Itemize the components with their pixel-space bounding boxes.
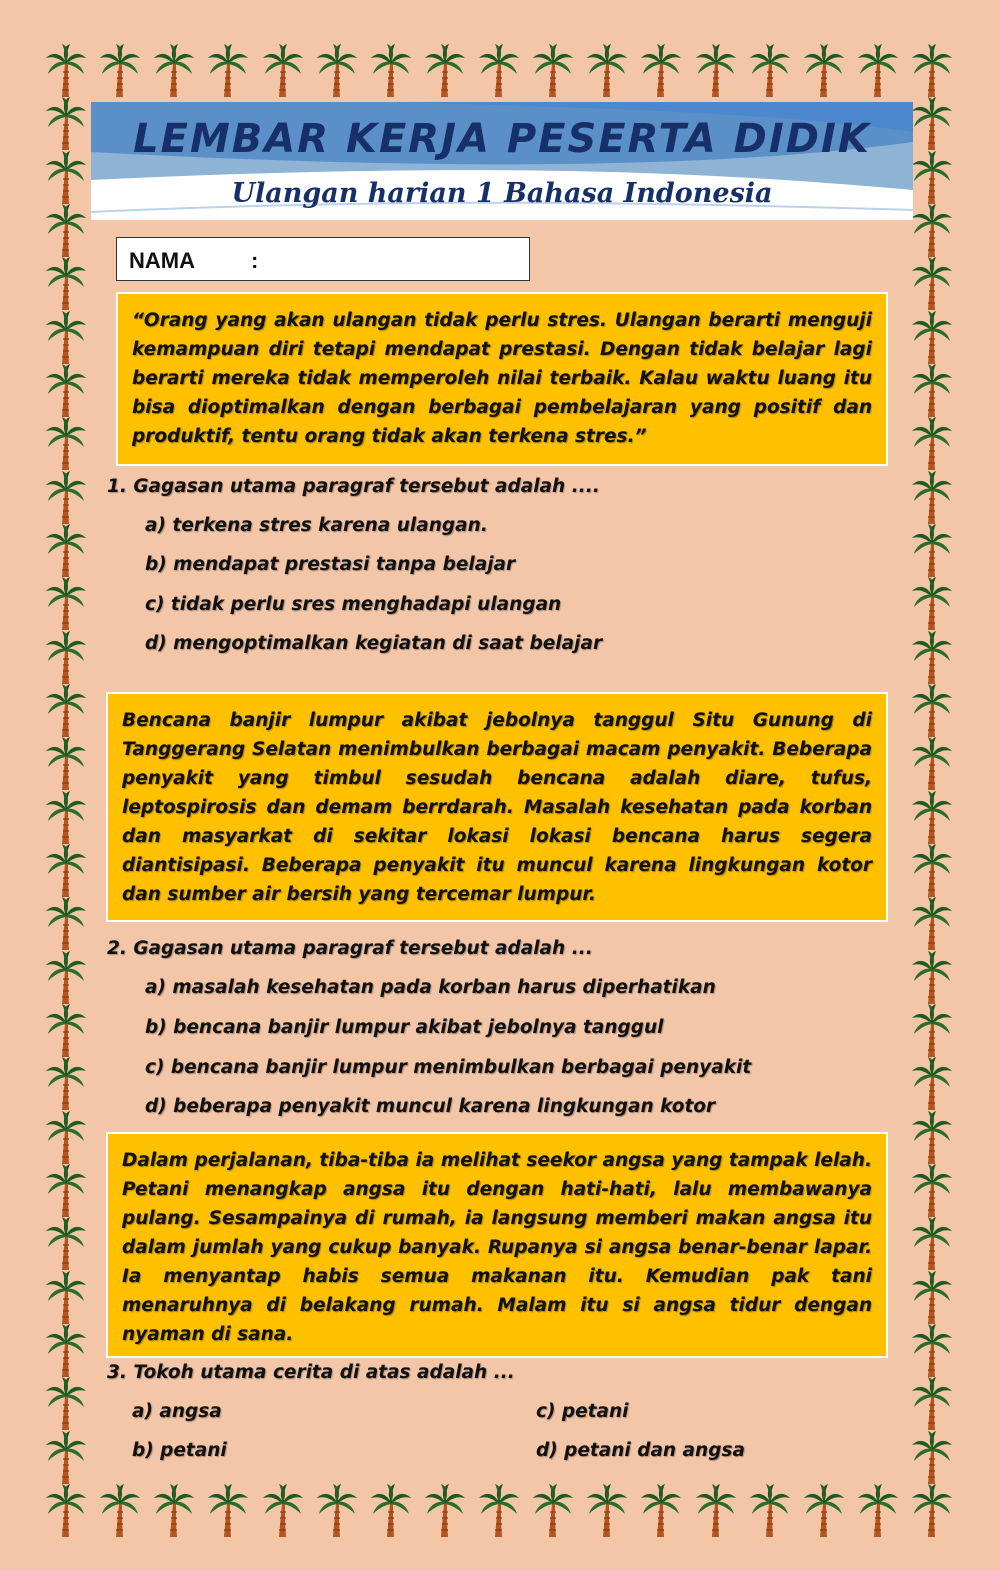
palm-tree-icon bbox=[44, 1375, 88, 1431]
palm-tree-icon bbox=[44, 202, 88, 258]
palm-tree-icon bbox=[910, 469, 954, 525]
palm-tree-icon bbox=[910, 1269, 954, 1325]
palm-tree-icon bbox=[910, 309, 954, 365]
palm-tree-icon bbox=[910, 95, 954, 151]
name-colon: : bbox=[251, 248, 259, 273]
palm-tree-icon bbox=[44, 149, 88, 205]
palm-tree-icon bbox=[369, 42, 413, 98]
palm-tree-icon bbox=[44, 1482, 88, 1538]
palm-tree-icon bbox=[315, 1482, 359, 1538]
palm-tree-icon bbox=[477, 42, 521, 98]
palm-tree-icon bbox=[910, 42, 954, 98]
palm-tree-icon bbox=[206, 42, 250, 98]
palm-tree-icon bbox=[44, 1002, 88, 1058]
palm-tree-icon bbox=[639, 42, 683, 98]
palm-tree-icon bbox=[748, 1482, 792, 1538]
palm-tree-icon bbox=[910, 682, 954, 738]
question-1-option-b[interactable]: b) mendapat prestasi tanpa belajar bbox=[145, 554, 516, 575]
palm-tree-icon bbox=[910, 202, 954, 258]
palm-tree-icon bbox=[694, 42, 738, 98]
palm-tree-icon bbox=[910, 415, 954, 471]
palm-tree-icon bbox=[44, 682, 88, 738]
palm-tree-icon bbox=[44, 575, 88, 631]
palm-tree-icon bbox=[910, 789, 954, 845]
header-banner bbox=[91, 102, 913, 220]
palm-tree-icon bbox=[44, 362, 88, 418]
palm-tree-icon bbox=[910, 149, 954, 205]
palm-tree-icon bbox=[98, 42, 142, 98]
palm-tree-icon bbox=[802, 42, 846, 98]
palm-tree-icon bbox=[910, 1215, 954, 1271]
palm-tree-icon bbox=[910, 735, 954, 791]
palm-tree-icon bbox=[206, 1482, 250, 1538]
palm-tree-icon bbox=[477, 1482, 521, 1538]
palm-tree-icon bbox=[639, 1482, 683, 1538]
question-3: 3. Tokoh utama cerita di atas adalah ... bbox=[107, 1362, 515, 1383]
question-2-option-c[interactable]: c) bencana banjir lumpur menimbulkan berbagai penyakit bbox=[145, 1057, 752, 1078]
palm-tree-icon bbox=[315, 42, 359, 98]
palm-tree-icon bbox=[910, 575, 954, 631]
palm-tree-icon bbox=[44, 469, 88, 525]
question-1-option-a[interactable]: a) terkena stres karena ulangan. bbox=[145, 515, 488, 536]
question-3-option-d[interactable]: d) petani dan angsa bbox=[536, 1440, 745, 1461]
palm-tree-icon bbox=[152, 42, 196, 98]
palm-tree-icon bbox=[910, 1109, 954, 1165]
palm-tree-icon bbox=[910, 1429, 954, 1485]
question-3-option-a[interactable]: a) angsa bbox=[132, 1401, 222, 1422]
palm-tree-icon bbox=[44, 1109, 88, 1165]
question-2-option-b[interactable]: b) bencana banjir lumpur akibat jebolnya tanggul bbox=[145, 1017, 664, 1038]
palm-tree-icon bbox=[44, 309, 88, 365]
passage-2: Bencana banjir lumpur akibat jebolnya tanggul Situ Gunung di Tanggerang Selatan menimbulkan berbagai macam penyakit. Beberapa penyakit yang timbul sesudah bencana adalah diare, tufus, leptospirosis dan demam berrdarah. Masalah kesehatan pada korban dan masyarkat di sekitar lokasi lokasi bencana harus segera diantisipasi. Beberapa penyakit itu muncul karena lingkungan kotor dan sumber air bersih yang tercemar lumpur. bbox=[106, 692, 888, 922]
question-3-option-c[interactable]: c) petani bbox=[536, 1401, 629, 1422]
palm-tree-icon bbox=[910, 842, 954, 898]
palm-tree-icon bbox=[44, 629, 88, 685]
question-1-option-c[interactable]: c) tidak perlu sres menghadapi ulangan bbox=[145, 594, 562, 615]
passage-3: Dalam perjalanan, tiba-tiba ia melihat seekor angsa yang tampak lelah. Petani menangkap angsa itu dengan hati-hati, lalu membawanya pulang. Sesampainya di rumah, ia langsung memberi makan angsa itu dalam jumlah yang cukup banyak. Rupanya si angsa benar-benar lapar. Ia menyantap habis semua makanan itu. Kemudian pak tani menaruhnya di belakang rumah. Malam itu si angsa tidur dengan nyaman di sana. bbox=[106, 1132, 888, 1358]
palm-tree-icon bbox=[44, 1429, 88, 1485]
passage-1: “Orang yang akan ulangan tidak perlu stres. Ulangan berarti menguji kemampuan diri tetapi mendapat prestasi. Dengan tidak belajar lagi berarti mereka tidak memperoleh nilai terbaik. Kalau waktu luang itu bisa dioptimalkan dengan berbagai pembelajaran yang positif dan produktif, tentu orang tidak akan terkena stres.” bbox=[116, 292, 888, 466]
palm-tree-icon bbox=[152, 1482, 196, 1538]
palm-tree-icon bbox=[423, 1482, 467, 1538]
question-1: 1. Gagasan utama paragraf tersebut adalah .... bbox=[107, 476, 600, 497]
page-subtitle: Ulangan harian 1 Bahasa Indonesia bbox=[231, 178, 773, 209]
palm-tree-icon bbox=[44, 895, 88, 951]
palm-tree-icon bbox=[910, 949, 954, 1005]
palm-tree-icon bbox=[531, 42, 575, 98]
palm-tree-icon bbox=[44, 255, 88, 311]
palm-tree-icon bbox=[910, 1322, 954, 1378]
palm-tree-icon bbox=[910, 629, 954, 685]
palm-tree-icon bbox=[44, 1269, 88, 1325]
palm-tree-icon bbox=[856, 1482, 900, 1538]
palm-tree-icon bbox=[910, 522, 954, 578]
question-2: 2. Gagasan utama paragraf tersebut adalah ... bbox=[107, 938, 593, 959]
palm-tree-icon bbox=[44, 842, 88, 898]
palm-tree-icon bbox=[856, 42, 900, 98]
palm-tree-icon bbox=[44, 789, 88, 845]
palm-tree-icon bbox=[910, 255, 954, 311]
palm-tree-icon bbox=[748, 42, 792, 98]
palm-tree-icon bbox=[802, 1482, 846, 1538]
palm-tree-icon bbox=[910, 1055, 954, 1111]
palm-tree-icon bbox=[44, 95, 88, 151]
name-field[interactable] bbox=[116, 237, 530, 281]
palm-tree-icon bbox=[910, 1482, 954, 1538]
palm-tree-icon bbox=[44, 522, 88, 578]
palm-tree-icon bbox=[910, 1162, 954, 1218]
palm-tree-icon bbox=[44, 949, 88, 1005]
palm-tree-icon bbox=[44, 735, 88, 791]
palm-tree-icon bbox=[369, 1482, 413, 1538]
palm-tree-icon bbox=[585, 42, 629, 98]
palm-tree-icon bbox=[44, 1162, 88, 1218]
palm-tree-icon bbox=[531, 1482, 575, 1538]
palm-tree-icon bbox=[694, 1482, 738, 1538]
palm-tree-icon bbox=[44, 42, 88, 98]
palm-tree-icon bbox=[585, 1482, 629, 1538]
palm-tree-icon bbox=[261, 42, 305, 98]
palm-tree-icon bbox=[98, 1482, 142, 1538]
palm-tree-icon bbox=[261, 1482, 305, 1538]
palm-tree-icon bbox=[423, 42, 467, 98]
palm-tree-icon bbox=[910, 895, 954, 951]
question-1-option-d[interactable]: d) mengoptimalkan kegiatan di saat belajar bbox=[145, 633, 603, 654]
question-3-option-b[interactable]: b) petani bbox=[132, 1440, 227, 1461]
palm-tree-icon bbox=[44, 1322, 88, 1378]
palm-tree-icon bbox=[44, 1215, 88, 1271]
page-title: LEMBAR KERJA PESERTA DIDIK bbox=[133, 116, 871, 162]
palm-tree-icon bbox=[910, 1375, 954, 1431]
palm-tree-icon bbox=[910, 1002, 954, 1058]
question-2-option-a[interactable]: a) masalah kesehatan pada korban harus diperhatikan bbox=[145, 977, 716, 998]
palm-tree-icon bbox=[44, 1055, 88, 1111]
name-label: NAMA bbox=[129, 248, 195, 273]
palm-tree-icon bbox=[44, 415, 88, 471]
palm-tree-icon bbox=[910, 362, 954, 418]
question-2-option-d[interactable]: d) beberapa penyakit muncul karena lingkungan kotor bbox=[145, 1096, 716, 1117]
